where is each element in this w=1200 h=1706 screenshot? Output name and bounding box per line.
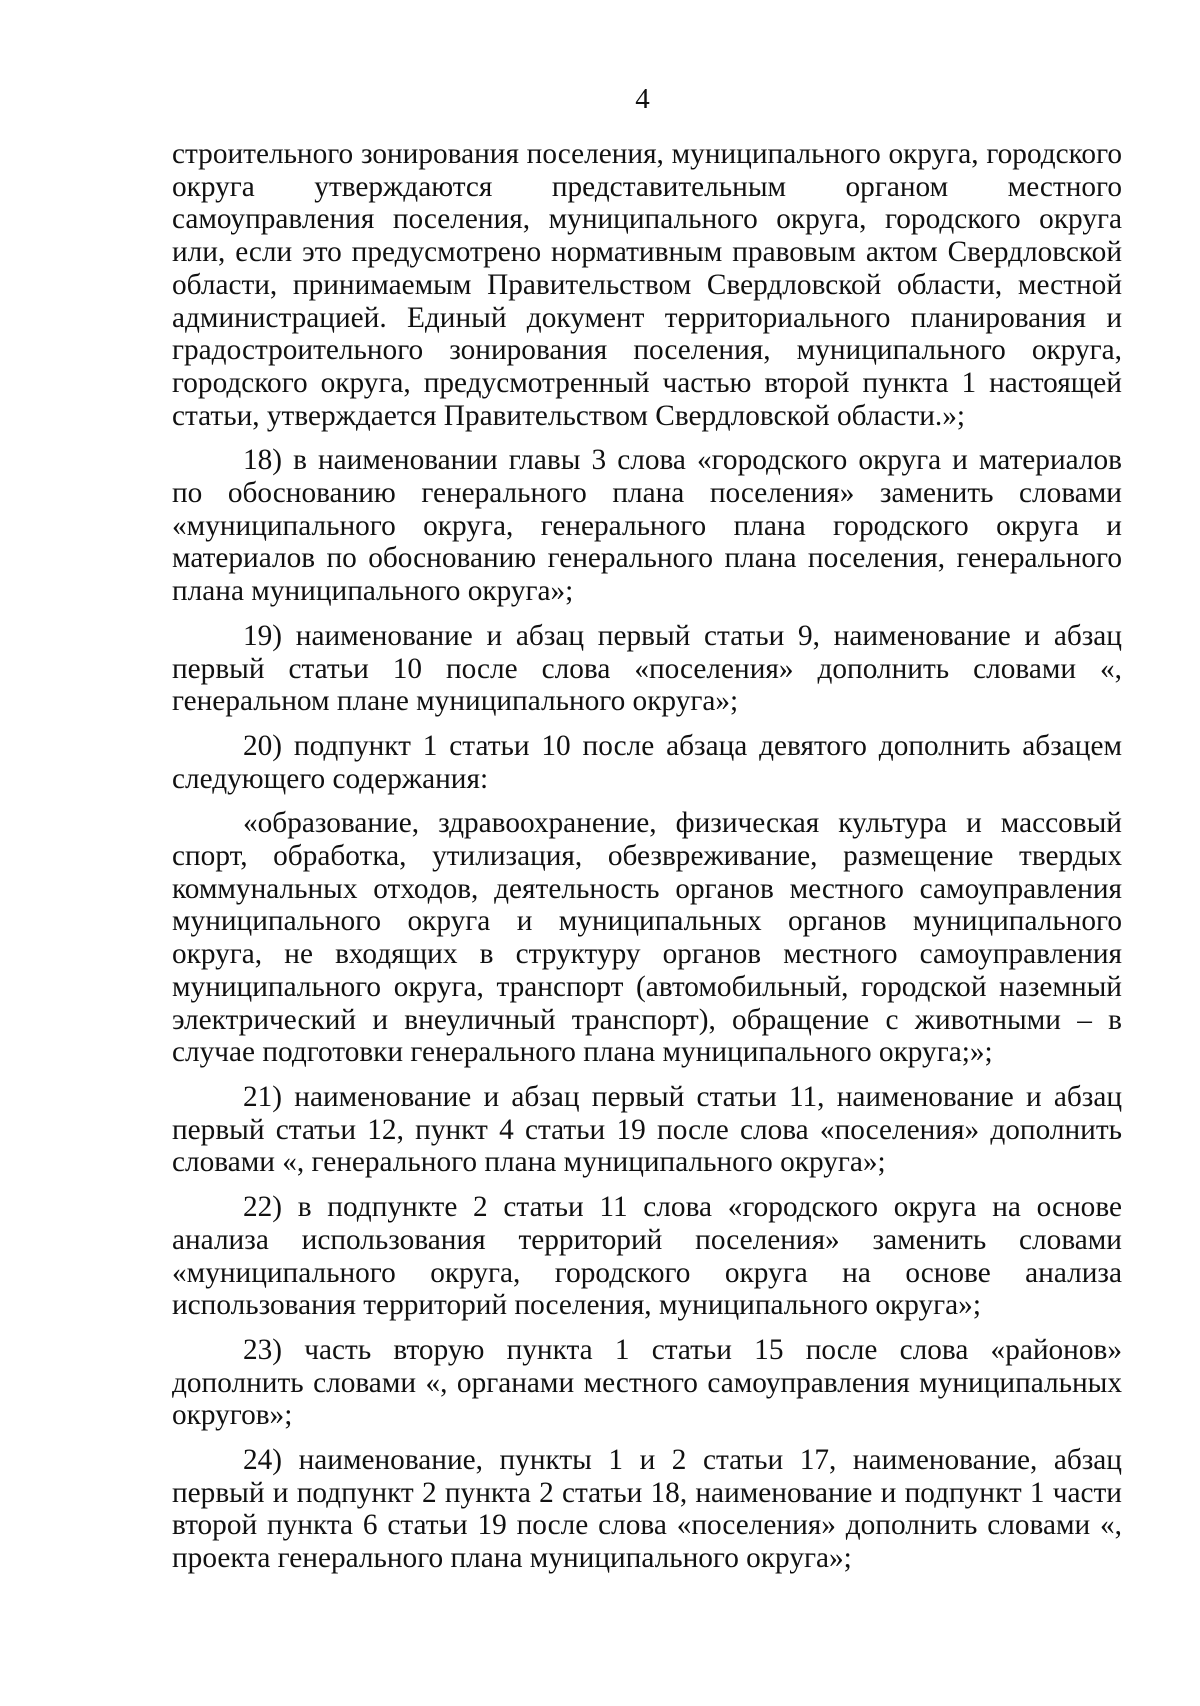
paragraph-item-22: 22) в подпункте 2 статьи 11 слова «городского округа на основе анализа использования территорий поселения» заменить словами «муниципального округа, городского округа на основе анализа использования территорий поселения, муниципального округа»; bbox=[172, 1191, 1122, 1322]
paragraph-item-23: 23) часть вторую пункта 1 статьи 15 после слова «районов» дополнить словами «, органами местного самоуправления муниципальных округов»; bbox=[172, 1333, 1122, 1432]
paragraph-continuation: строительного зонирования поселения, муниципального округа, городского округа утверждаются представительным органом местного самоуправления поселения, муниципального округа, городского округа или, если это предусмотрено нормативным правовым актом Свердловской области, принимаемым Правительством Свердловской области, местной администрацией. Единый документ территориального планирования и градостроительного зонирования поселения, муниципального округа, городского округа, предусмотренный частью второй пункта 1 настоящей статьи, утверждается Правительством Свердловской области.»; bbox=[172, 138, 1122, 432]
paragraph-quoted-insert: «образование, здравоохранение, физическая культура и массовый спорт, обработка, утилизация, обезвреживание, размещение твердых коммунальных отходов, деятельность органов местного самоуправления муниципального округа и муниципальных органов муниципального округа, не входящих в структуру органов местного самоуправления муниципального округа, транспорт (автомобильный, городской наземный электрический и внеуличный транспорт), обращение с животными – в случае подготовки генерального плана муниципального округа;»; bbox=[172, 807, 1122, 1069]
paragraph-item-18: 18) в наименовании главы 3 слова «городского округа и материалов по обоснованию генерального плана поселения» заменить словами «муниципального округа, генерального плана городского округа и материалов по обоснованию генерального плана поселения, генерального плана муниципального округа»; bbox=[172, 444, 1122, 608]
page-number: 4 bbox=[635, 83, 650, 115]
paragraph-item-21: 21) наименование и абзац первый статьи 11, наименование и абзац первый статьи 12, пункт 4 статьи 19 после слова «поселения» дополнить словами «, генерального плана муниципального округа»; bbox=[172, 1080, 1122, 1179]
paragraph-item-19: 19) наименование и абзац первый статьи 9, наименование и абзац первый статьи 10 после слова «поселения» дополнить словами «, генеральном плане муниципального округа»; bbox=[172, 619, 1122, 718]
paragraph-item-20: 20) подпункт 1 статьи 10 после абзаца девятого дополнить абзацем следующего содержания: bbox=[172, 729, 1122, 795]
document-body bbox=[172, 138, 1122, 1575]
paragraph-item-24: 24) наименование, пункты 1 и 2 статьи 17, наименование, абзац первый и подпункт 2 пункта 2 статьи 18, наименование и подпункт 1 части второй пункта 6 статьи 19 после слова «поселения» дополнить словами «, проекта генерального плана муниципального округа»; bbox=[172, 1444, 1122, 1575]
